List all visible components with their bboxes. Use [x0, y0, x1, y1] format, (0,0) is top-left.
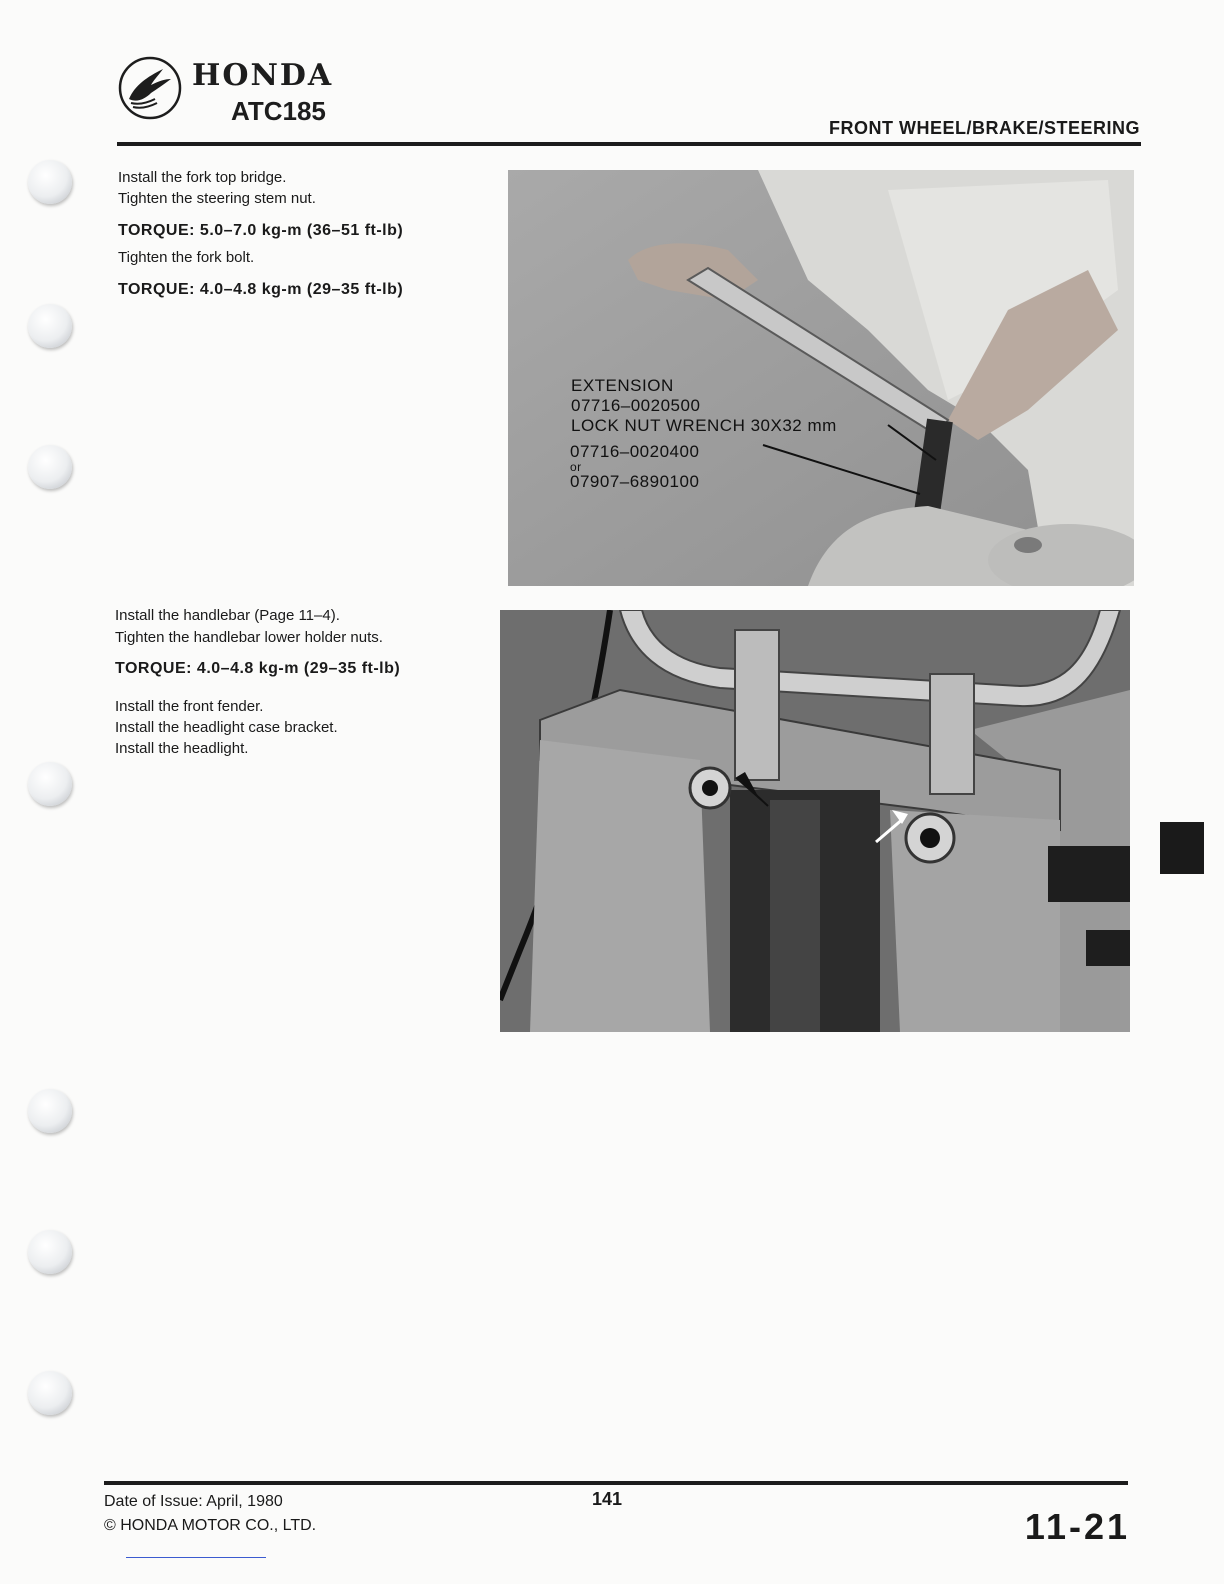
callout-wrench-part-numbers: 07716–0020400 or 07907–6890100 [570, 442, 700, 491]
instruction-line: Tighten the steering stem nut. [118, 190, 316, 207]
instruction-line: Tighten the handlebar lower holder nuts. [115, 629, 383, 646]
binder-hole [28, 762, 72, 806]
binder-hole [28, 304, 72, 348]
torque-spec: TORQUE: 4.0–4.8 kg-m (29–35 ft-lb) [118, 281, 404, 298]
instruction-line: Install the front fender. [115, 698, 264, 715]
binder-hole [28, 1230, 72, 1274]
honda-wing-emblem-icon [117, 55, 183, 121]
torque-spec: TORQUE: 5.0–7.0 kg-m (36–51 ft-lb) [118, 222, 404, 239]
photo-handlebar-holder [500, 610, 1130, 1032]
page-number: 11-21 [1024, 1506, 1130, 1547]
instruction-line: Install the headlight. [115, 740, 249, 757]
brand-name: HONDA [192, 58, 334, 93]
scan-artifact-line [126, 1557, 266, 1558]
footer-info [104, 1490, 316, 1538]
instruction-line: Tighten the fork bolt. [118, 249, 255, 266]
instruction-line: Install the headlight case bracket. [115, 719, 338, 736]
section-title: FRONT WHEEL/BRAKE/STEERING [828, 118, 1140, 138]
callout-extension: EXTENSION 07716–0020500 LOCK NUT WRENCH 30X32 mm [571, 376, 837, 435]
header-rule [117, 142, 1141, 146]
binder-hole [28, 1371, 72, 1415]
sheet-number: 141 [592, 1489, 623, 1509]
copyright: © HONDA MOTOR CO., LTD. [104, 1517, 317, 1534]
instruction-line: Install the fork top bridge. [118, 169, 287, 186]
binder-hole [28, 1089, 72, 1133]
section-tab-mark [1160, 822, 1204, 874]
footer-rule [104, 1481, 1128, 1485]
instruction-line: Install the handlebar (Page 11–4). [115, 607, 340, 624]
issue-date: Date of Issue: April, 1980 [104, 1493, 283, 1510]
model-name: ATC185 [231, 96, 326, 126]
binder-hole [28, 445, 72, 489]
binder-hole [28, 160, 72, 204]
torque-spec: TORQUE: 4.0–4.8 kg-m (29–35 ft-lb) [115, 660, 401, 677]
